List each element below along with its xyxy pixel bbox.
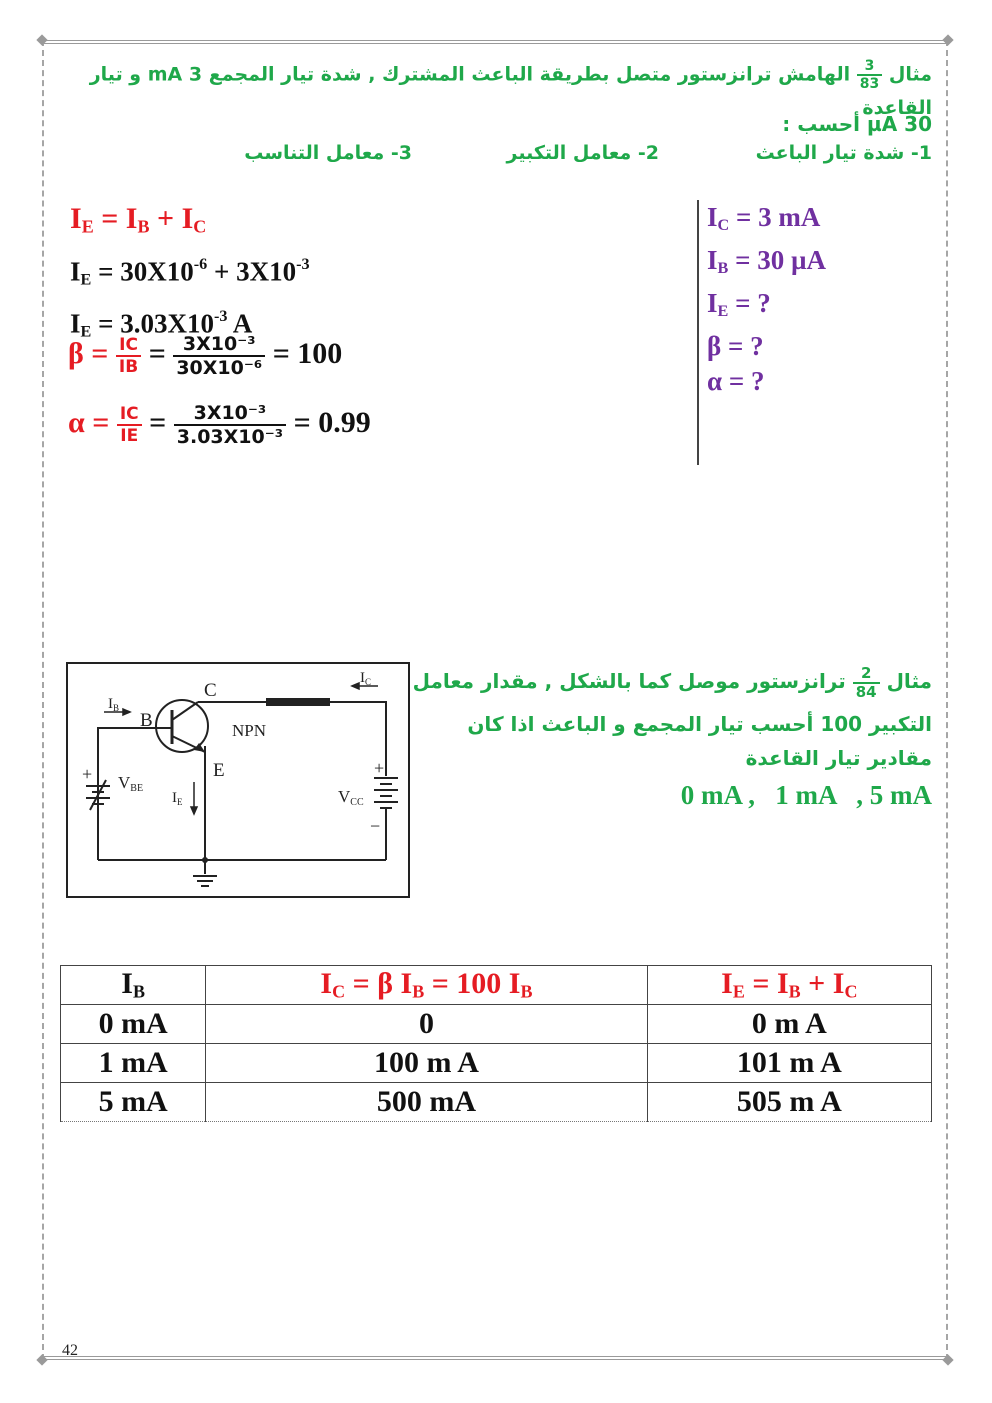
resistor: [266, 698, 330, 706]
table-cell: 100 m A: [206, 1044, 647, 1083]
page-number: 42: [62, 1342, 78, 1359]
circuit-svg: [68, 664, 408, 896]
alpha-equation: α = $\frac{IC}{IE}$ = $\frac{\text{3X10⁻³}}{\text{3.03X10⁻³}}$ = 0.99: [68, 402, 371, 448]
beta-equation: β = $\frac{IC}{IB}$ = $\frac{\text{3X10⁻³}}{\text{30X10⁻⁶}}$ = 100: [68, 333, 343, 379]
table-cell: 0 m A: [647, 1005, 931, 1044]
label-vcc-plus: +: [374, 758, 385, 778]
junction-node: [202, 857, 208, 863]
solution-block: [70, 200, 310, 350]
example2-line2: التكبير 100 أحسب تيار المجمع و الباعث اذا كان: [467, 712, 932, 736]
table-header-cell: $I_C = \beta$ $I_B = 100$ $I_B$: [206, 966, 647, 1005]
results-table: [60, 965, 932, 1122]
table-header-cell: $I_E = I_B + I_C$: [647, 966, 931, 1005]
table-header-cell: $I_B$: [61, 966, 206, 1005]
given-ib: $I_B = 30$ µA: [707, 245, 827, 278]
table-row: [61, 1083, 932, 1122]
given-beta: β = ?: [707, 331, 764, 362]
example2-values: 0 mA , 1 mA , 5 mA: [680, 780, 932, 810]
label-vcc-minus: −: [370, 816, 381, 836]
example1-item-3: 3- معامل التناسب: [244, 142, 412, 164]
table-header-row: [61, 966, 932, 1005]
example1-word: مثال: [888, 63, 932, 86]
example1-statement: الهامش ترانزستور متصل بطريقة الباعث المشترك , شدة تيار المجمع 3 mA و تيار القاعدة: [89, 63, 932, 119]
solution-ie-substitution: $I_E = 30X10^{-6} + 3X10^{-3}$: [70, 254, 310, 288]
solution-ie-formula: $I_E = I_B + I_C$: [70, 202, 207, 237]
example1-line2: 30 µA أحسب :: [782, 112, 932, 136]
example1-fraction: $\frac{3}{83}$: [857, 58, 882, 92]
table-cell: 5 mA: [61, 1083, 206, 1122]
solution-ie-result: $I_E = 3.03X10^{-3}$ A: [70, 306, 253, 341]
table-cell: 101 m A: [647, 1044, 931, 1083]
battery-vcc: [374, 778, 398, 814]
example1-item-1: 1- شدة تيار الباعث: [755, 142, 932, 164]
given-divider: [697, 200, 699, 465]
example2-line3: مقادير تيار القاعدة: [745, 746, 932, 770]
table-cell: 500 mA: [206, 1083, 647, 1122]
table-cell: 505 m A: [647, 1083, 931, 1122]
label-ib: $I_B$: [108, 696, 120, 713]
table-cell: 0 mA: [61, 1005, 206, 1044]
table-row: [61, 1044, 932, 1083]
example1-item-2: 2- معامل التكبير: [506, 142, 659, 164]
label-e: E: [213, 760, 225, 781]
ground-symbol: [193, 876, 217, 886]
label-vbe: VBE: [118, 773, 144, 794]
given-values: [707, 200, 826, 399]
label-b: B: [140, 710, 153, 731]
table-cell: 1 mA: [61, 1044, 206, 1083]
label-npn: NPN: [232, 721, 267, 740]
label-vbe-plus: +: [82, 764, 93, 784]
given-ie: $I_E$ = ?: [707, 288, 771, 321]
label-ic: $I_C$: [360, 670, 372, 687]
table-cell: 0: [206, 1005, 647, 1044]
given-alpha: α = ?: [707, 366, 765, 397]
transistor-npn: [156, 700, 208, 752]
circuit-diagram: [66, 662, 410, 898]
label-vcc: VCC: [338, 787, 364, 808]
given-ic: $I_C = 3$ mA: [707, 202, 821, 235]
label-ie: $I_E$: [172, 790, 183, 807]
label-c: C: [204, 680, 217, 701]
table-row: [61, 1005, 932, 1044]
example2-line1: مثال $\frac{2}{84}$ ترانزستور موصل كما بالشكل , مقدار معامل: [412, 663, 932, 701]
